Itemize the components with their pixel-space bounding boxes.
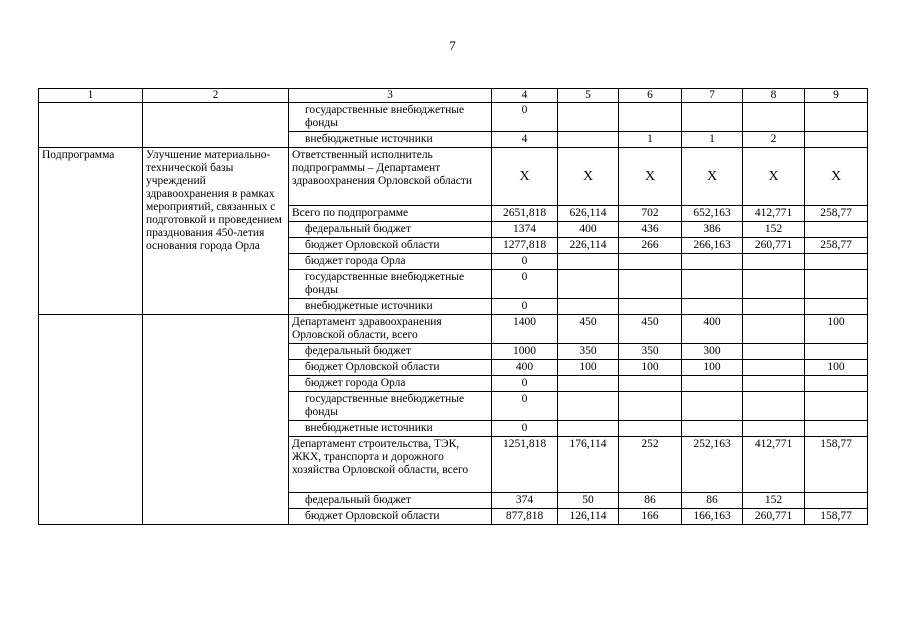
value-cell: 400 [558, 222, 619, 238]
row-name: федеральный бюджет [289, 222, 492, 238]
value-cell [682, 299, 743, 315]
value-cell [743, 299, 805, 315]
value-cell [558, 421, 619, 437]
value-cell [805, 493, 868, 509]
value-cell [558, 392, 619, 421]
value-cell: 386 [682, 222, 743, 238]
value-cell: 0 [492, 392, 558, 421]
value-cell: 226,114 [558, 238, 619, 254]
header-cell: 6 [619, 89, 682, 103]
value-cell [805, 254, 868, 270]
value-cell [805, 103, 868, 132]
value-cell [805, 132, 868, 148]
value-cell: X [619, 148, 682, 206]
value-cell: 100 [682, 360, 743, 376]
value-cell: 652,163 [682, 206, 743, 222]
row-name: федеральный бюджет [289, 493, 492, 509]
header-cell: 4 [492, 89, 558, 103]
value-cell: 152 [743, 222, 805, 238]
value-cell [619, 103, 682, 132]
value-cell [743, 103, 805, 132]
value-cell: X [492, 148, 558, 206]
value-cell: 266 [619, 238, 682, 254]
value-cell [558, 270, 619, 299]
empty-cell [39, 103, 143, 148]
value-cell: 158,77 [805, 437, 868, 493]
value-cell: 1000 [492, 344, 558, 360]
value-cell: 252 [619, 437, 682, 493]
row-name: Ответственный исполнитель подпрограммы – Департамент здравоохранения Орловской области [289, 148, 492, 206]
value-cell: 100 [805, 360, 868, 376]
value-cell: 266,163 [682, 238, 743, 254]
row-name: бюджет города Орла [289, 376, 492, 392]
value-cell: X [743, 148, 805, 206]
value-cell [619, 421, 682, 437]
value-cell: 350 [558, 344, 619, 360]
value-cell: 300 [682, 344, 743, 360]
header-row [39, 89, 868, 103]
value-cell [682, 376, 743, 392]
value-cell: 702 [619, 206, 682, 222]
value-cell: 350 [619, 344, 682, 360]
value-cell [558, 132, 619, 148]
value-cell: 100 [805, 315, 868, 344]
value-cell: 126,114 [558, 509, 619, 525]
value-cell [558, 299, 619, 315]
empty-cell [143, 103, 289, 148]
page-number: 7 [449, 38, 456, 53]
value-cell [743, 360, 805, 376]
value-cell [558, 376, 619, 392]
header-cell: 9 [805, 89, 868, 103]
value-cell: 400 [682, 315, 743, 344]
value-cell [805, 376, 868, 392]
row-name: внебюджетные источники [289, 299, 492, 315]
value-cell: 260,771 [743, 509, 805, 525]
value-cell: 412,771 [743, 437, 805, 493]
value-cell: 1 [682, 132, 743, 148]
value-cell [682, 392, 743, 421]
value-cell [743, 421, 805, 437]
value-cell: 1251,818 [492, 437, 558, 493]
value-cell: 4 [492, 132, 558, 148]
value-cell: 877,818 [492, 509, 558, 525]
value-cell: 86 [619, 493, 682, 509]
value-cell: X [805, 148, 868, 206]
value-cell: 0 [492, 254, 558, 270]
row-name: Департамент строительства, ТЭК, ЖКХ, транспорта и дорожного хозяйства Орловской области, всего [289, 437, 492, 493]
row-name: Департамент здравоохранения Орловской области, всего [289, 315, 492, 344]
value-cell: 1277,818 [492, 238, 558, 254]
value-cell: 1 [619, 132, 682, 148]
value-cell [619, 392, 682, 421]
value-cell [805, 270, 868, 299]
row-name: бюджет Орловской области [289, 360, 492, 376]
row-name: федеральный бюджет [289, 344, 492, 360]
value-cell [743, 392, 805, 421]
value-cell: 166 [619, 509, 682, 525]
row-name: государственные внебюджетные фонды [289, 270, 492, 299]
value-cell [682, 270, 743, 299]
row-name: государственные внебюджетные фонды [289, 103, 492, 132]
row-name: внебюджетные источники [289, 421, 492, 437]
value-cell: 1400 [492, 315, 558, 344]
value-cell [619, 299, 682, 315]
value-cell: X [558, 148, 619, 206]
value-cell [805, 392, 868, 421]
subprogram-label: Подпрограмма [39, 148, 143, 315]
value-cell [619, 376, 682, 392]
value-cell [743, 315, 805, 344]
value-cell: 2651,818 [492, 206, 558, 222]
value-cell: 0 [492, 299, 558, 315]
value-cell: 400 [492, 360, 558, 376]
value-cell: 374 [492, 493, 558, 509]
value-cell: 0 [492, 376, 558, 392]
value-cell: 412,771 [743, 206, 805, 222]
value-cell [805, 421, 868, 437]
value-cell [805, 299, 868, 315]
header-cell: 2 [143, 89, 289, 103]
value-cell: X [682, 148, 743, 206]
value-cell [805, 344, 868, 360]
value-cell: 436 [619, 222, 682, 238]
value-cell: 2 [743, 132, 805, 148]
value-cell [619, 270, 682, 299]
value-cell: 0 [492, 421, 558, 437]
row-name: бюджет Орловской области [289, 238, 492, 254]
value-cell [743, 376, 805, 392]
value-cell: 100 [619, 360, 682, 376]
row-name: Всего по подпрограмме [289, 206, 492, 222]
table-row [39, 103, 868, 132]
value-cell: 152 [743, 493, 805, 509]
empty-cell [39, 315, 143, 525]
value-cell: 1374 [492, 222, 558, 238]
value-cell: 86 [682, 493, 743, 509]
table-row [39, 315, 868, 344]
row-name: бюджет Орловской области [289, 509, 492, 525]
value-cell: 450 [619, 315, 682, 344]
value-cell: 0 [492, 270, 558, 299]
header-cell: 7 [682, 89, 743, 103]
value-cell [558, 254, 619, 270]
value-cell [682, 254, 743, 270]
header-cell: 8 [743, 89, 805, 103]
value-cell: 0 [492, 103, 558, 132]
value-cell [619, 254, 682, 270]
value-cell [805, 222, 868, 238]
budget-table [38, 88, 868, 525]
value-cell [682, 103, 743, 132]
value-cell [558, 103, 619, 132]
subprogram-title: Улучшение материально-технической базы учреждений здравоохранения в рамках мероприятий, связанных с подготовкой и проведением празднования 450-летия основания города Орла [143, 148, 289, 315]
value-cell: 50 [558, 493, 619, 509]
value-cell [743, 270, 805, 299]
header-cell: 5 [558, 89, 619, 103]
value-cell: 158,77 [805, 509, 868, 525]
value-cell: 166,163 [682, 509, 743, 525]
value-cell: 626,114 [558, 206, 619, 222]
value-cell: 450 [558, 315, 619, 344]
value-cell: 176,114 [558, 437, 619, 493]
table-row [39, 148, 868, 206]
value-cell [743, 344, 805, 360]
value-cell: 258,77 [805, 206, 868, 222]
value-cell: 100 [558, 360, 619, 376]
row-name: государственные внебюджетные фонды [289, 392, 492, 421]
header-cell: 3 [289, 89, 492, 103]
value-cell [743, 254, 805, 270]
row-name: бюджет города Орла [289, 254, 492, 270]
value-cell: 258,77 [805, 238, 868, 254]
row-name: внебюджетные источники [289, 132, 492, 148]
value-cell: 252,163 [682, 437, 743, 493]
empty-cell [143, 315, 289, 525]
header-cell: 1 [39, 89, 143, 103]
value-cell: 260,771 [743, 238, 805, 254]
value-cell [682, 421, 743, 437]
